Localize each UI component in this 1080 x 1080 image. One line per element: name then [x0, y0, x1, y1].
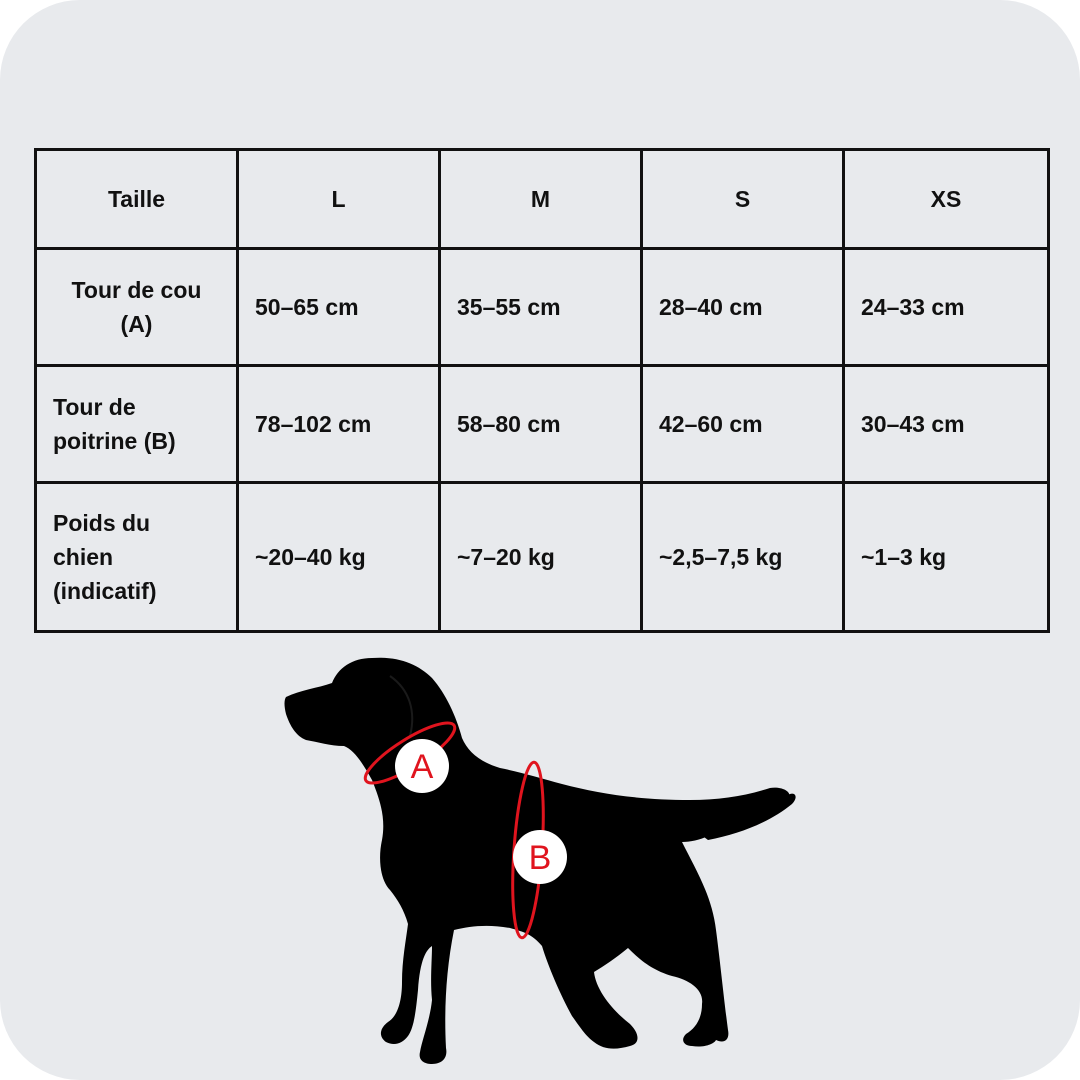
header-size-s: S: [642, 150, 844, 249]
row-label-line: (indicatif): [53, 578, 157, 604]
size-table: [34, 148, 1050, 633]
header-size-xs: XS: [844, 150, 1049, 249]
table-cell: 35–55 cm: [440, 249, 642, 366]
table-cell: 24–33 cm: [844, 249, 1049, 366]
row-label-line: Poids du: [53, 510, 151, 536]
marker-b-label: B: [528, 839, 552, 877]
table-cell: 42–60 cm: [642, 366, 844, 483]
row-label-chest: [36, 366, 238, 483]
row-label-line: (A): [120, 311, 153, 337]
table-cell: 78–102 cm: [238, 366, 440, 483]
row-label-line: poitrine (B): [53, 428, 176, 454]
table-row: [36, 249, 1049, 366]
table-cell: ~7–20 kg: [440, 483, 642, 632]
dog-silhouette-icon: [0, 640, 1080, 1080]
dog-illustration: [0, 640, 1080, 1080]
row-label-line: chien: [53, 544, 114, 570]
table-cell: 58–80 cm: [440, 366, 642, 483]
header-size-m: M: [440, 150, 642, 249]
header-size-l: L: [238, 150, 440, 249]
table-cell: ~2,5–7,5 kg: [642, 483, 844, 632]
table-cell: 28–40 cm: [642, 249, 844, 366]
row-label-line: Tour de: [53, 394, 136, 420]
table-cell: ~20–40 kg: [238, 483, 440, 632]
table-row: [36, 366, 1049, 483]
header-size-label: Taille: [36, 150, 238, 249]
table-cell: 50–65 cm: [238, 249, 440, 366]
table-row: [36, 483, 1049, 632]
table-header-row: [36, 150, 1049, 249]
row-label-weight: [36, 483, 238, 632]
marker-a-label: A: [410, 748, 434, 786]
row-label-line: Tour de cou: [71, 277, 202, 303]
row-label-neck: [36, 249, 238, 366]
table-cell: 30–43 cm: [844, 366, 1049, 483]
table-cell: ~1–3 kg: [844, 483, 1049, 632]
